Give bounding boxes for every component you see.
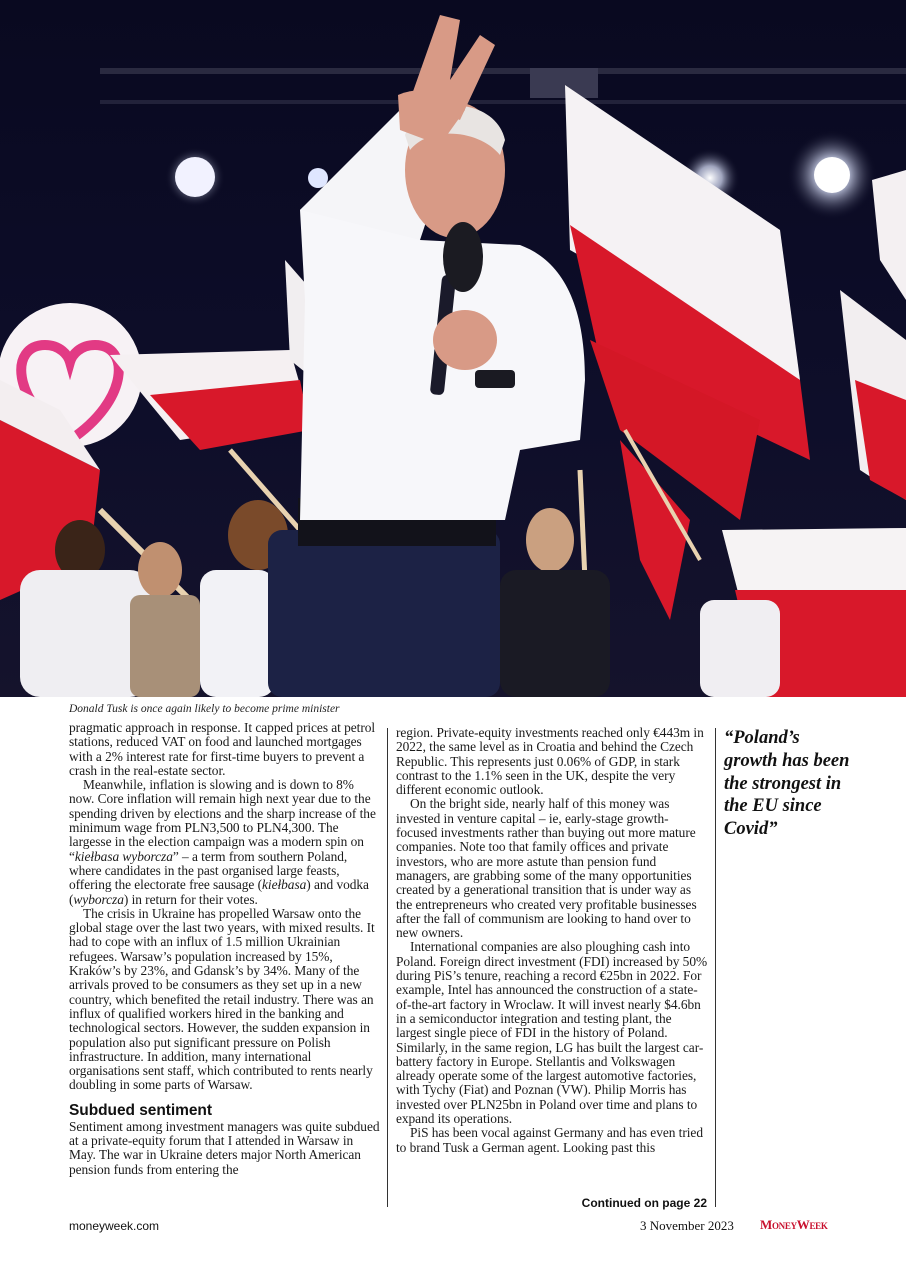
polish-term: wyborcza [73, 891, 124, 907]
article-column-1 [69, 721, 382, 1177]
column-divider [715, 728, 716, 1207]
text-span: ” – a term from southern Poland, where candidates in the past organised large feasts, offering the electorate free sausage ( [69, 848, 348, 893]
brand-logo: MoneyWeek [760, 1217, 828, 1232]
paragraph: pragmatic approach in response. It capped prices at petrol stations, reduced VAT on food and launched mortgages with a 2% interest rate for first-time buyers to prevent a crash in the real-estate sector. [69, 720, 376, 778]
text-span: ) and vodka ( [69, 877, 369, 907]
pull-quote: “Poland’s growth has been the strongest in the EU since Covid” [724, 728, 850, 840]
polish-term: kiełbasa [262, 877, 307, 893]
polish-term: kiełbasa wyborcza [74, 848, 173, 864]
paragraph [69, 778, 382, 907]
footer-website[interactable]: moneyweek.com [69, 1219, 160, 1233]
section-subheading: Subdued sentiment [69, 1101, 212, 1119]
paragraph: Sentiment among investment managers was quite subdued at a private-equity forum that I attended in Warsaw in May. The war in Ukraine deters major North American pension funds from entering the [69, 1118, 380, 1177]
paragraph: PiS has been vocal against Germany and has even tried to brand Tusk a German agent. Looking past this [396, 1125, 703, 1155]
paragraph: International companies are also ploughing cash into Poland. Foreign direct investment (FDI) increased by 50% during PiS’s tenure, reaching a record €25bn in 2022. For example, Intel has announced the construction of a state-of-the-art factory in Wroclaw. It will invest nearly $4.6bn in a semiconductor integration and testing plant, the largest single piece of FDI in the history of Poland. Similarly, in the same region, LG has built the largest car-battery factory in Europe. Stellantis and Volkswagen already operate some of the largest automotive factories, with Tychy (Fiat) and Poznan (VW). Philip Morris has invested over PLN25bn in Poland over time and plans to expand its operations. [396, 939, 708, 1127]
text-span: Meanwhile, inflation is slowing and is down to 8% now. Core inflation will remain high next year due to the spending driven by elections and the sharp increase of the minimum wage from PLN3,500 to PLN4,300. The largesse in the election campaign was a modern spin on “ [69, 777, 376, 864]
paragraph: The crisis in Ukraine has propelled Warsaw onto the global stage over the last two years, with mixed results. It had to cope with an influx of 1.5 million Ukrainian refugees. Warsaw’s population increased by 15%, Kraków’s by 23%, and Gdansk’s by 34%. Many of the arrivals proved to be consumers as they set up in a new country, which benefited the retail industry. There was an influx of qualified workers hired in the banking and technological sectors. However, the sudden expansion in population also put significant pressure on Polish infrastructure. In addition, many international organisations sent staff, which contributed to rents nearly doubling in some parts of Warsaw. [69, 905, 375, 1093]
article-column-2 [396, 726, 708, 1155]
column-divider [387, 728, 388, 1207]
photo-caption: Donald Tusk is once again likely to become prime minister [69, 703, 340, 715]
paragraph: region. Private-equity investments reached only €443m in 2022, the same level as in Croatia and behind the Czech Republic. This represents just 0.06% of GDP, in stark contrast to the 1.1% seen in the UK, despite the very different economic outlook. [396, 725, 704, 798]
text-span: ) in return for their votes. [123, 891, 258, 907]
continued-on-link[interactable]: Continued on page 22 [581, 1196, 707, 1210]
paragraph: On the bright side, nearly half of this money was invested in venture capital – ie, early-stage growth-focused investments rather than buying out more mature companies. Note too that family offices and private investors, who are more astute than pension fund managers, are grabbing some of the many opportunities created by a generational transition that is under way as the entrepreneurs who created very profitable businesses after the fall of communism are looking to hand over to new owners. [396, 796, 697, 941]
issue-date: 3 November 2023 [640, 1218, 734, 1233]
